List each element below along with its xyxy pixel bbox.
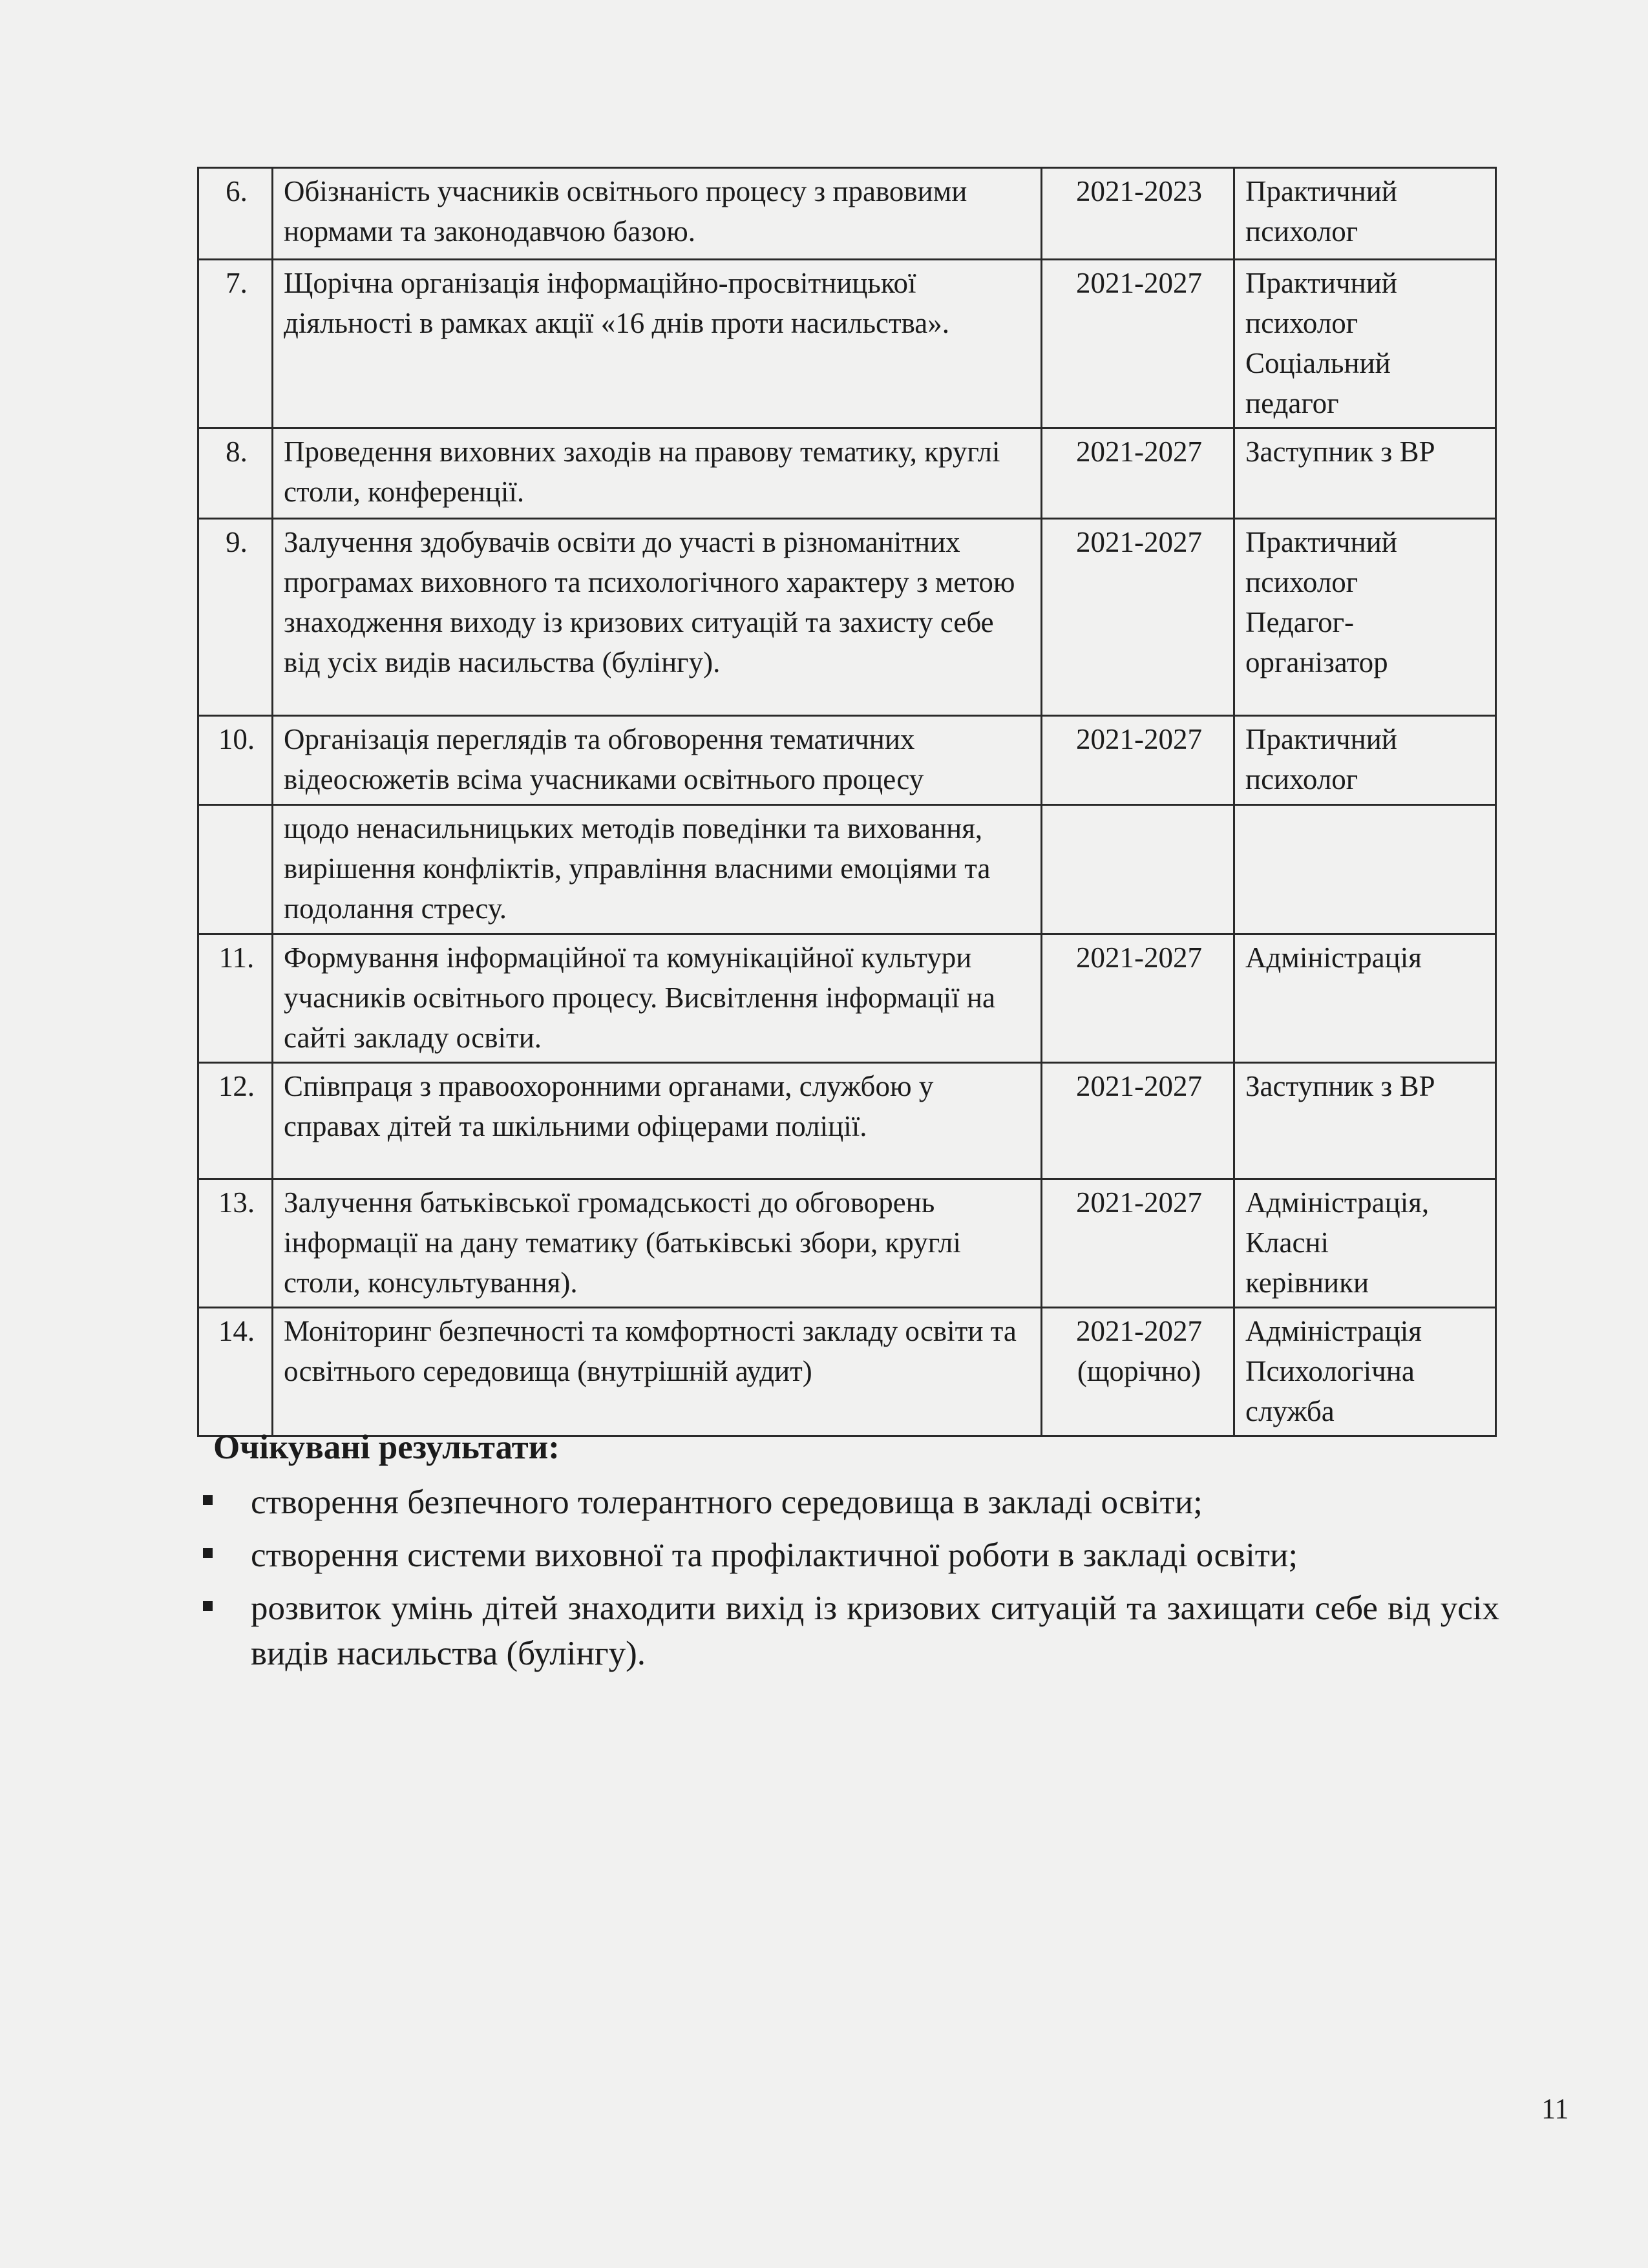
measure-period <box>1042 805 1234 934</box>
responsible-line: Заступник з ВР <box>1245 1070 1435 1102</box>
row-number: 7. <box>198 260 273 428</box>
measure-description: Співпраця з правоохоронними органами, службою у справах дітей та шкільними офіцерами поліції. <box>273 1063 1042 1179</box>
result-item <box>200 1586 1499 1676</box>
row-number: 11. <box>198 934 273 1063</box>
row-number: 6. <box>198 168 273 260</box>
results-heading: Очікувані результати: <box>213 1429 560 1466</box>
row-number: 10. <box>198 716 273 805</box>
responsible-line: Практичний <box>1245 175 1397 207</box>
measures-table-body <box>198 168 1496 1436</box>
responsible-line: психолог <box>1245 215 1358 247</box>
period-line: (щорічно) <box>1077 1355 1201 1387</box>
measure-responsible <box>1234 519 1496 716</box>
measure-responsible <box>1234 1179 1496 1308</box>
table-row <box>198 716 1496 805</box>
square-bullet-icon <box>203 1601 213 1611</box>
responsible-line: Класні <box>1245 1226 1329 1259</box>
result-text: створення системи виховної та профілактичної роботи в закладі освіти; <box>251 1537 1298 1574</box>
results-list <box>200 1480 1499 1684</box>
page-number: 11 <box>1541 2093 1569 2125</box>
measure-description: Залучення батьківської громадськості до обговорень інформації на дану тематику (батьківські збори, круглі столи, консультування). <box>273 1179 1042 1308</box>
row-number: 12. <box>198 1063 273 1179</box>
result-item <box>200 1533 1499 1578</box>
responsible-line: психолог <box>1245 307 1358 339</box>
measure-description: Формування інформаційної та комунікаційної культури учасників освітнього процесу. Висвітлення інформації на сайті закладу освіти. <box>273 934 1042 1063</box>
row-number <box>198 805 273 934</box>
result-item <box>200 1480 1499 1525</box>
measure-description: Обізнаність учасників освітнього процесу з правовими нормами та законодавчою базою. <box>273 168 1042 260</box>
table-row <box>198 428 1496 519</box>
period-line: 2021-2027 <box>1076 526 1202 558</box>
table-row <box>198 519 1496 716</box>
measure-responsible <box>1234 260 1496 428</box>
measure-period <box>1042 168 1234 260</box>
measure-description: Залучення здобувачів освіти до участі в різноманітних програмах виховного та психологічного характеру з метою знаходження виходу із кризових ситуацій та захисту себе від усіх видів насильства (булінгу). <box>273 519 1042 716</box>
measure-period <box>1042 934 1234 1063</box>
table-row <box>198 1179 1496 1308</box>
result-text: створення безпечного толерантного середовища в закладі освіти; <box>251 1484 1203 1521</box>
row-number: 14. <box>198 1308 273 1436</box>
measure-responsible <box>1234 168 1496 260</box>
measure-period <box>1042 716 1234 805</box>
period-line: 2021-2027 <box>1076 1315 1202 1347</box>
responsible-line: психолог <box>1245 566 1358 598</box>
measure-description: щодо ненасильницьких методів поведінки та виховання, вирішення конфліктів, управління власними емоціями та подолання стресу. <box>273 805 1042 934</box>
responsible-line: педагог <box>1245 387 1339 419</box>
measure-description: Проведення виховних заходів на правову тематику, круглі столи, конференції. <box>273 428 1042 519</box>
responsible-line: Психологічна <box>1245 1355 1415 1387</box>
responsible-line: керівники <box>1245 1266 1369 1299</box>
period-line: 2021-2027 <box>1076 1186 1202 1219</box>
period-line: 2021-2027 <box>1076 941 1202 974</box>
table-row <box>198 260 1496 428</box>
responsible-line: організатор <box>1245 646 1388 678</box>
responsible-line: Практичний <box>1245 267 1397 299</box>
table-row <box>198 805 1496 934</box>
period-line: 2021-2027 <box>1076 723 1202 755</box>
period-line: 2021-2027 <box>1076 267 1202 299</box>
period-line: 2021-2027 <box>1076 1070 1202 1102</box>
period-line: 2021-2027 <box>1076 436 1202 468</box>
responsible-line: Соціальний <box>1245 347 1391 379</box>
measure-description: Щорічна організація інформаційно-просвітницької діяльності в рамках акції «16 днів проти насильства». <box>273 260 1042 428</box>
row-number: 8. <box>198 428 273 519</box>
measure-description: Організація переглядів та обговорення тематичних відеосюжетів всіма учасниками освітнього процесу <box>273 716 1042 805</box>
responsible-line: Адміністрація, <box>1245 1186 1430 1219</box>
measure-responsible <box>1234 1063 1496 1179</box>
responsible-line: Заступник з ВР <box>1245 436 1435 468</box>
measure-responsible <box>1234 428 1496 519</box>
measure-period <box>1042 428 1234 519</box>
measure-period <box>1042 1308 1234 1436</box>
measure-responsible <box>1234 805 1496 934</box>
measure-responsible <box>1234 716 1496 805</box>
measures-table <box>197 167 1497 1437</box>
responsible-line: Адміністрація <box>1245 1315 1422 1347</box>
row-number: 13. <box>198 1179 273 1308</box>
measure-period <box>1042 260 1234 428</box>
square-bullet-icon <box>203 1548 213 1558</box>
responsible-line: Практичний <box>1245 723 1397 755</box>
table-row <box>198 1063 1496 1179</box>
responsible-line: служба <box>1245 1395 1335 1427</box>
result-text: розвиток умінь дітей знаходити вихід із кризових ситуацій та захищати себе від усіх видів насильства (булінгу). <box>251 1590 1499 1672</box>
square-bullet-icon <box>203 1495 213 1505</box>
responsible-line: Практичний <box>1245 526 1397 558</box>
responsible-line: Адміністрація <box>1245 941 1422 974</box>
period-line: 2021-2023 <box>1076 175 1202 207</box>
measure-description: Моніторинг безпечності та комфортності закладу освіти та освітнього середовища (внутрішній аудит) <box>273 1308 1042 1436</box>
row-number: 9. <box>198 519 273 716</box>
measure-responsible <box>1234 934 1496 1063</box>
table-row <box>198 168 1496 260</box>
table-row <box>198 934 1496 1063</box>
table-row <box>198 1308 1496 1436</box>
responsible-line: психолог <box>1245 763 1358 795</box>
measure-period <box>1042 1179 1234 1308</box>
responsible-line: Педагог- <box>1245 606 1355 638</box>
measure-period <box>1042 519 1234 716</box>
measure-period <box>1042 1063 1234 1179</box>
measure-responsible <box>1234 1308 1496 1436</box>
